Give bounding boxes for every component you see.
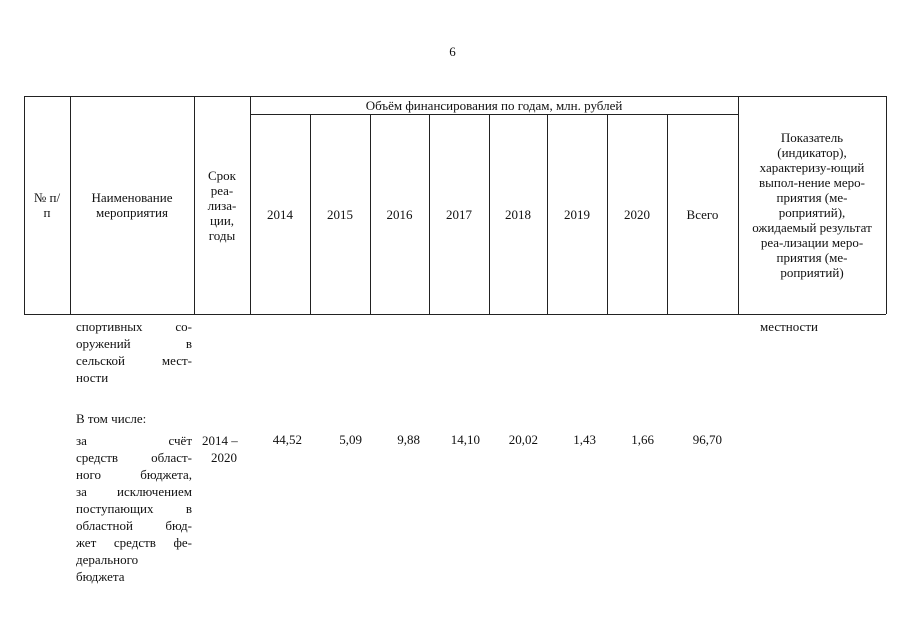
value-2015: 5,09 (339, 432, 362, 447)
term-start: 2014 – (202, 433, 238, 448)
funding-source-line: жет средств фе- (76, 535, 192, 550)
name-continuation-line: сельской мест- (76, 353, 192, 368)
header-indicator: Показатель (индикатор), характеризу-ющий выпол-нение меро-приятия (ме-роприятий), ожидаемый результат реа-лизации меро-приятия (ме-роприятий) (752, 130, 872, 280)
header-year-2016: 2016 (386, 206, 413, 222)
funding-source-line: дерального (76, 552, 139, 567)
header-term: Срок реа-лиза-ции, годы (207, 167, 237, 243)
page-number: 6 (449, 44, 456, 59)
header-year-2015: 2015 (327, 206, 353, 222)
funding-source-line: поступающих в (76, 501, 192, 516)
value-total: 96,70 (692, 432, 722, 447)
funding-source-line: за исключением (76, 484, 192, 499)
value-2017: 14,10 (450, 432, 480, 447)
header-year-2019: 2019 (564, 206, 590, 222)
header-year-2017: 2017 (446, 206, 472, 222)
name-continuation-line: оружений в (76, 336, 192, 351)
header-financing-group: Объём финансирования по годам, млн. рублей (365, 97, 623, 113)
header-number: № п/п (33, 190, 61, 220)
name-continuation-line: ности (76, 370, 109, 385)
term-end: 2020 (211, 450, 237, 465)
header-year-2020: 2020 (624, 206, 650, 222)
funding-source-line: средств област- (76, 450, 192, 465)
value-2020: 1,66 (631, 432, 654, 447)
header-bottom-border (24, 314, 886, 315)
in-total-label: В том числе: (76, 411, 147, 426)
header-year-2018: 2018 (505, 206, 531, 222)
value-2019: 1,43 (573, 432, 596, 447)
value-2014: 44,52 (272, 432, 302, 447)
value-2016: 9,88 (397, 432, 420, 447)
funding-source-line: областной бюд- (76, 518, 192, 533)
header-year-2014: 2014 (267, 206, 293, 222)
funding-source-line: за счёт (76, 433, 192, 448)
header-name: Наименование мероприятия (91, 190, 173, 220)
funding-source-line: ного бюджета, (76, 467, 192, 482)
header-total: Всего (686, 206, 719, 222)
col-border (886, 96, 887, 314)
name-continuation-line: спортивных со- (76, 319, 192, 334)
funding-source-line: бюджета (76, 569, 125, 584)
value-2018: 20,02 (508, 432, 538, 447)
table-header (24, 96, 886, 314)
indicator-continuation: местности (760, 319, 818, 334)
